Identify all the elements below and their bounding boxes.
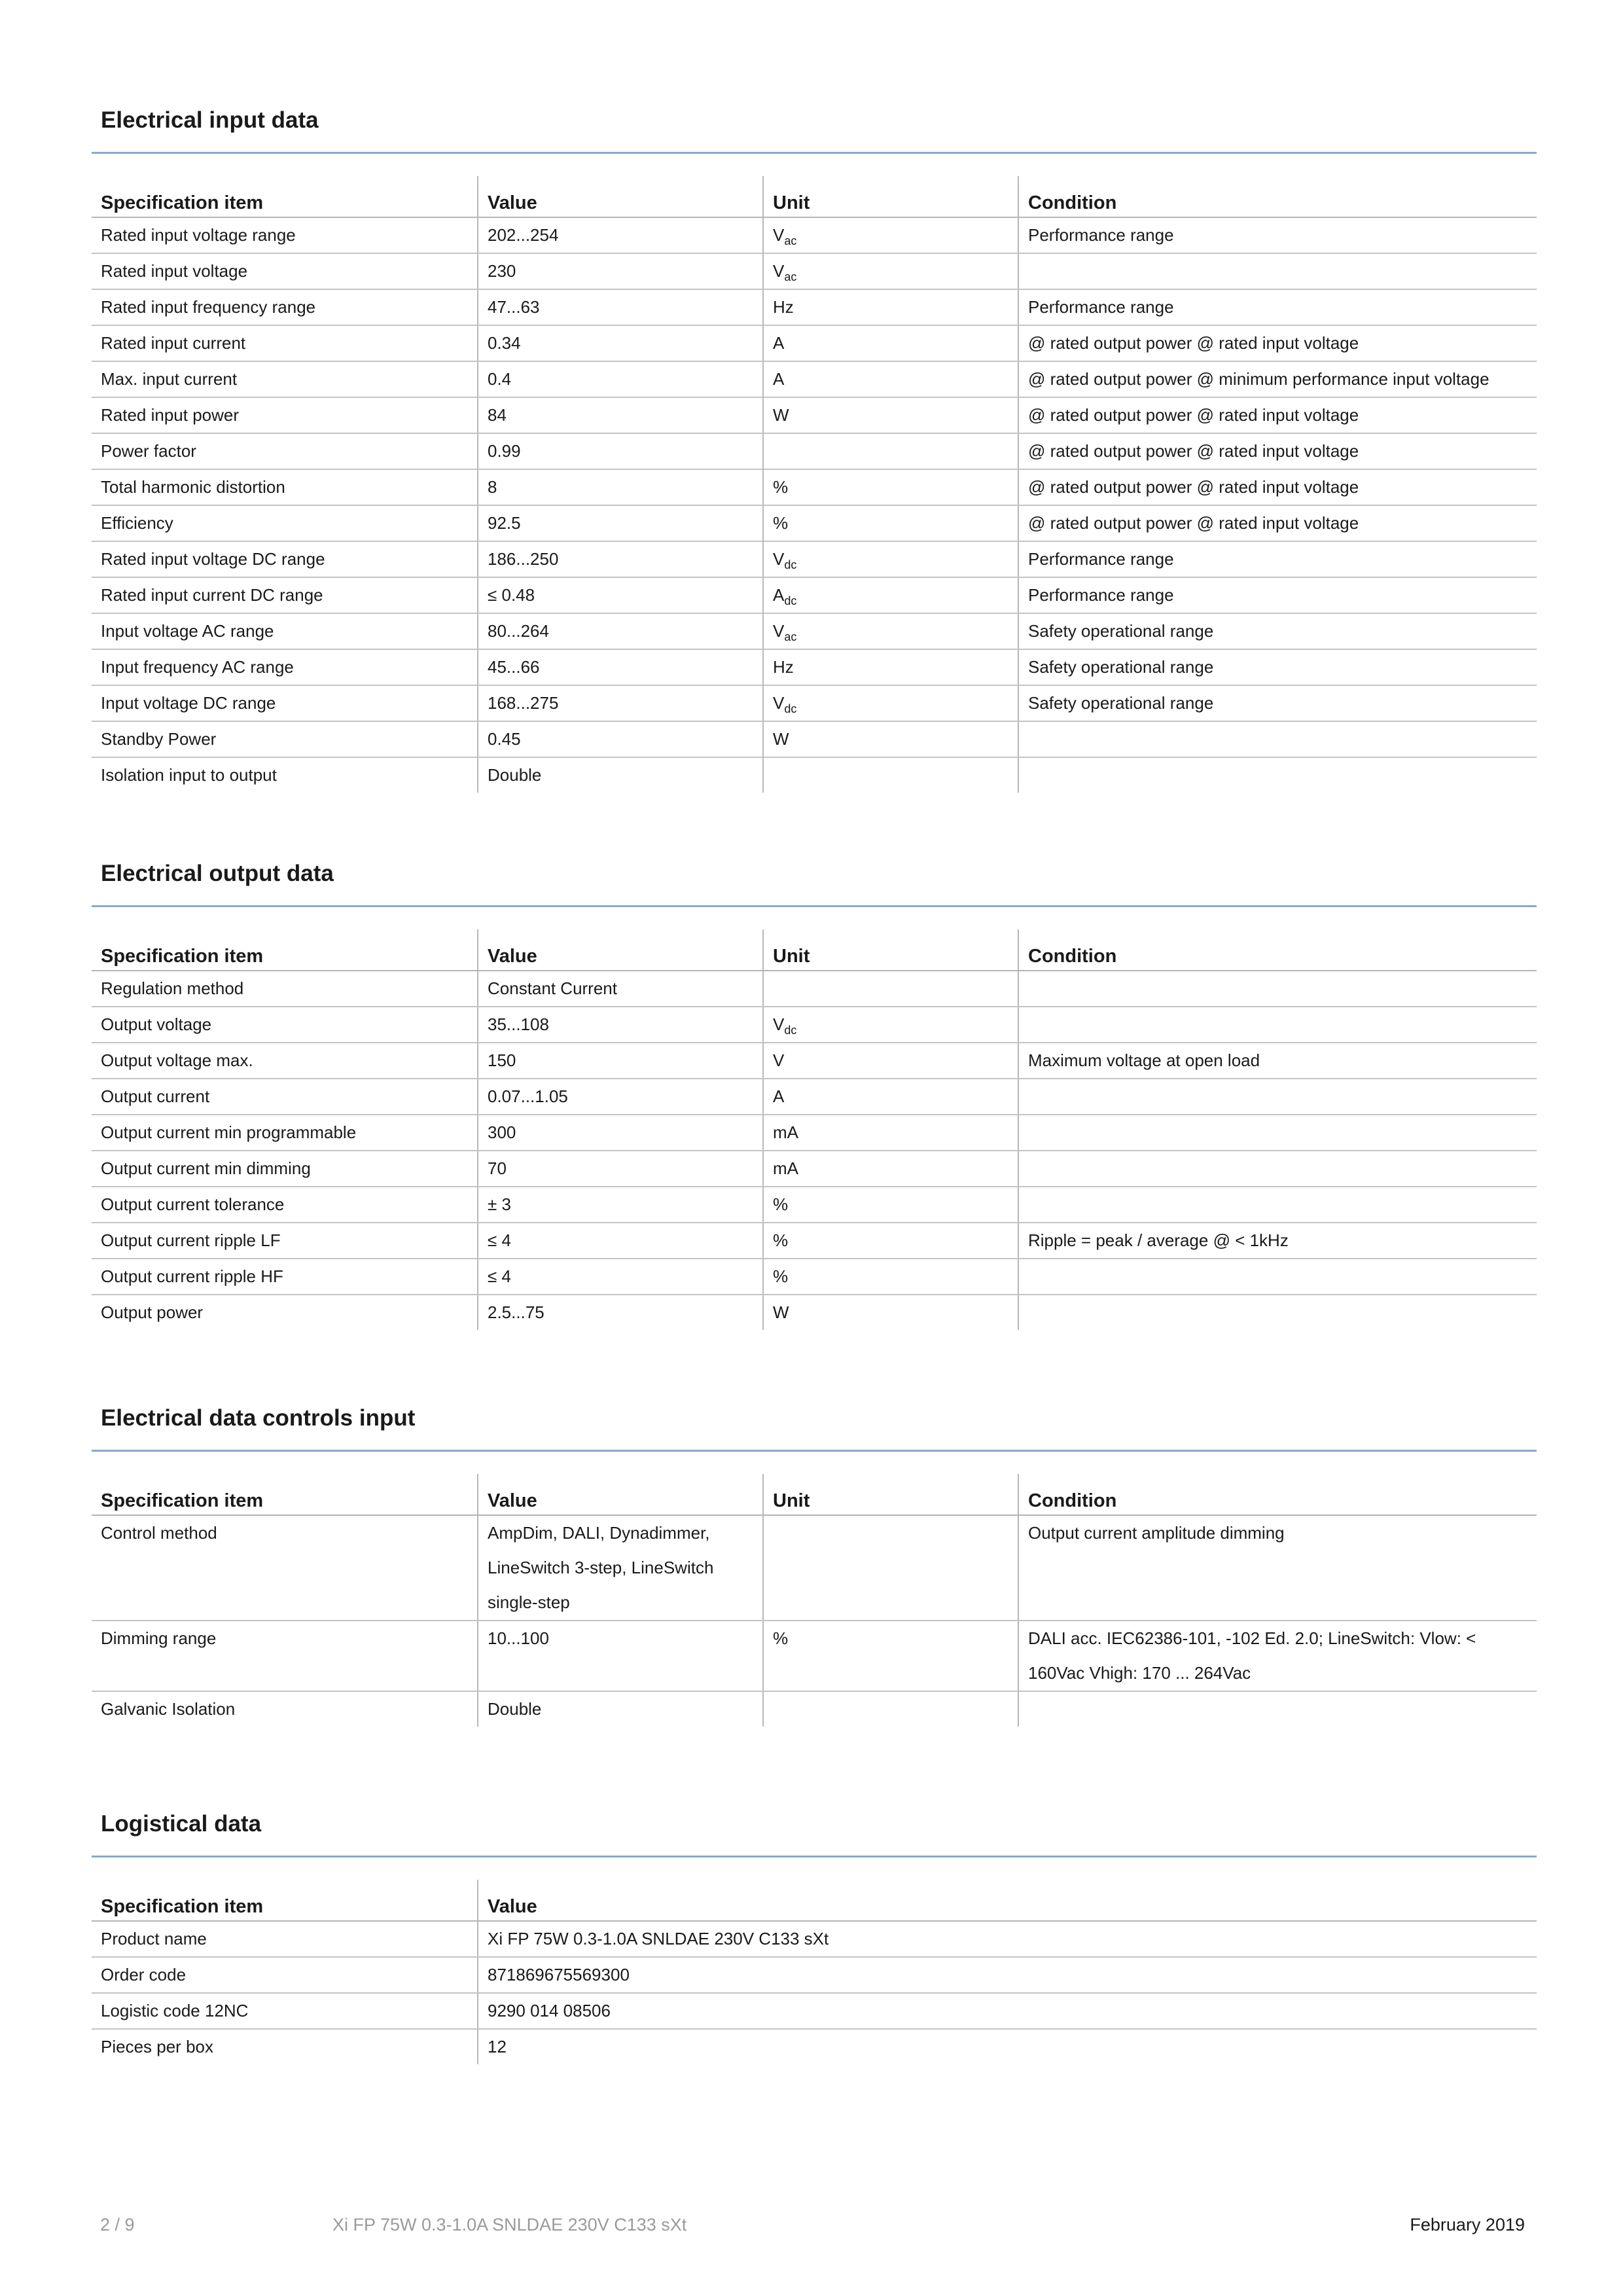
spec-item: Efficiency [92,505,478,541]
table-header-row [92,1474,1537,1515]
table-row [92,253,1537,289]
col-header-item: Specification item [92,1474,478,1515]
table-row [92,971,1537,1007]
spec-item: Output voltage max. [92,1043,478,1079]
spec-value: ≤ 4 [478,1223,763,1259]
spec-condition [1018,1115,1537,1151]
spec-value: 35...108 [478,1007,763,1043]
table-row [92,721,1537,757]
spec-item: Logistic code 12NC [92,1993,478,2029]
spec-item: Output current tolerance [92,1187,478,1223]
section-electrical-input [92,105,1537,793]
spec-unit [763,1295,1018,1330]
spec-value: 70 [478,1151,763,1187]
unit-symbol: mA [773,1122,798,1142]
table-row [92,1921,1537,1957]
table-body [92,1921,1537,2064]
spec-item: Input voltage DC range [92,685,478,721]
spec-item: Rated input frequency range [92,289,478,325]
spec-unit [763,649,1018,685]
spec-condition [1018,1691,1537,1727]
spec-condition: @ rated output power @ rated input voltage [1018,325,1537,361]
spec-value: 80...264 [478,613,763,649]
table-row [92,1295,1537,1330]
spec-unit [763,1691,1018,1727]
table-row [92,289,1537,325]
spec-unit [763,1187,1018,1223]
spec-item: Standby Power [92,721,478,757]
unit-symbol: A [773,369,785,389]
unit-subscript: ac [784,630,797,643]
spec-unit [763,1115,1018,1151]
section-controls-input [92,1403,1537,1727]
table-body [92,217,1537,793]
spec-unit [763,289,1018,325]
table-row [92,1691,1537,1727]
spec-condition: Performance range [1018,541,1537,577]
unit-subscript: dc [784,702,797,715]
spec-item: Output current min programmable [92,1115,478,1151]
table-row [92,505,1537,541]
spec-item: Output power [101,1302,204,1322]
spec-value: 9290 014 08506 [478,1993,1537,2029]
spec-unit [763,1079,1018,1115]
spec-unit [763,613,1018,649]
spec-value: 84 [478,397,763,433]
spec-condition: Safety operational range [1018,649,1537,685]
spec-value: 8 [478,469,763,505]
spec-value: 0.4 [478,361,763,397]
spec-condition [1018,721,1537,757]
table-row [92,2029,1537,2064]
spec-table [92,176,1537,793]
unit-subscript: dc [784,594,797,607]
spec-table [92,929,1537,1330]
spec-item: Power factor [92,433,478,469]
spec-item: Rated input power [92,397,478,433]
spec-unit [763,721,1018,757]
spec-unit [763,685,1018,721]
table-header-row [92,929,1537,971]
unit-symbol: V [773,261,785,281]
spec-unit [763,1043,1018,1079]
col-header-item: Specification item [92,1880,478,1921]
table-row [92,325,1537,361]
unit-symbol: V [773,693,785,713]
table-row [92,1043,1537,1079]
spec-condition [1018,1187,1537,1223]
unit-symbol: V [773,621,785,641]
spec-unit [763,217,1018,253]
spec-item: Pieces per box [101,2037,213,2056]
col-header-condition: Condition [1018,1474,1537,1515]
spec-value: 45...66 [478,649,763,685]
spec-value: 0.07...1.05 [478,1079,763,1115]
spec-item: Rated input current [92,325,478,361]
col-header-item: Specification item [92,929,478,971]
spec-value: ≤ 0.48 [478,577,763,613]
spec-item: Dimming range [92,1621,478,1691]
table-row [92,649,1537,685]
spec-condition [1018,1007,1537,1043]
spec-unit [763,1259,1018,1295]
spec-condition: @ rated output power @ minimum performance input voltage [1018,361,1537,397]
spec-condition: DALI acc. IEC62386-101, -102 Ed. 2.0; LineSwitch: Vlow: < 160Vac Vhigh: 170 ... 264Vac [1018,1621,1537,1691]
unit-symbol: % [773,1266,789,1286]
table-row [92,1007,1537,1043]
spec-value: 186...250 [478,541,763,577]
spec-value: 0.34 [478,325,763,361]
spec-condition [1018,1295,1537,1330]
table-row [92,541,1537,577]
spec-unit [763,757,1018,793]
spec-unit [763,1223,1018,1259]
spec-condition: @ rated output power @ rated input voltage [1018,433,1537,469]
table-row [92,577,1537,613]
spec-condition: @ rated output power @ rated input voltage [1018,397,1537,433]
section-divider [92,1856,1537,1857]
table-header-row [92,176,1537,217]
spec-item: Rated input current DC range [92,577,478,613]
spec-value: ≤ 4 [478,1259,763,1295]
spec-item: Rated input voltage DC range [92,541,478,577]
col-header-unit: Unit [763,929,1018,971]
spec-unit [763,397,1018,433]
table-row [92,757,1537,793]
col-header-unit: Unit [763,176,1018,217]
spec-condition [1018,971,1537,1007]
table-row [92,685,1537,721]
unit-symbol: mA [773,1158,798,1178]
spec-value: 12 [478,2029,1537,2064]
table-row [92,1259,1537,1295]
col-header-value: Value [478,176,763,217]
spec-item: Product name [92,1921,478,1957]
table-row [92,1187,1537,1223]
spec-condition: @ rated output power @ rated input voltage [1018,469,1537,505]
table-row [92,1957,1537,1993]
table-row [92,397,1537,433]
spec-unit [763,325,1018,361]
section-divider [92,1450,1537,1452]
footer-page-number: 2 / 9 [100,2215,135,2234]
spec-condition: Performance range [1018,577,1537,613]
table-header-row [92,1880,1537,1921]
spec-item: Input frequency AC range [92,649,478,685]
spec-item: Output current min dimming [92,1151,478,1187]
spec-condition: @ rated output power @ rated input voltage [1018,505,1537,541]
spec-value: Double [478,757,763,793]
spec-item: Rated input voltage [92,253,478,289]
spec-value: 300 [478,1115,763,1151]
spec-item: Rated input voltage range [92,217,478,253]
spec-item: Total harmonic distortion [92,469,478,505]
col-header-value: Value [478,1474,763,1515]
spec-unit [763,1151,1018,1187]
spec-value: Constant Current [478,971,763,1007]
spec-condition: Performance range [1018,289,1537,325]
spec-item: Regulation method [92,971,478,1007]
unit-symbol: % [773,1194,789,1214]
spec-condition [1018,1151,1537,1187]
unit-symbol: A [773,333,785,353]
section-divider [92,905,1537,907]
section-title: Electrical data controls input [101,1405,416,1431]
unit-symbol: V [773,225,785,245]
unit-subscript: dc [784,1024,797,1037]
spec-value: 168...275 [478,685,763,721]
section-electrical-output [92,858,1537,1330]
spec-value: 150 [478,1043,763,1079]
spec-value: 871869675569300 [478,1957,1537,1993]
unit-subscript: ac [784,234,797,247]
unit-symbol: W [773,1302,789,1322]
spec-unit [763,469,1018,505]
spec-value: AmpDim, DALI, Dynadimmer, LineSwitch 3-step, LineSwitch single-step [478,1515,763,1621]
unit-symbol: V [773,1014,785,1034]
spec-value: 92.5 [478,505,763,541]
spec-condition: Maximum voltage at open load [1018,1043,1537,1079]
spec-condition: Output current amplitude dimming [1018,1515,1537,1621]
col-header-value: Value [478,1880,1537,1921]
unit-symbol: A [773,585,785,605]
spec-value: 230 [478,253,763,289]
table-row [92,613,1537,649]
unit-symbol: V [773,1050,785,1070]
unit-symbol: Hz [773,657,794,677]
spec-value: ± 3 [478,1187,763,1223]
unit-symbol: % [773,477,789,497]
spec-unit [763,1621,1018,1691]
section-title: Electrical output data [101,861,334,886]
table-body [92,1515,1537,1727]
spec-unit [763,541,1018,577]
spec-value: 2.5...75 [478,1295,763,1330]
spec-item: Output current [92,1079,478,1115]
spec-value: 0.45 [478,721,763,757]
spec-unit [763,1515,1018,1621]
unit-subscript: ac [784,270,797,283]
table-row [92,217,1537,253]
section-divider [92,152,1537,154]
spec-condition [1018,253,1537,289]
unit-symbol: Hz [773,297,794,317]
unit-symbol: % [773,1230,789,1250]
unit-symbol: % [773,1628,789,1648]
spec-condition [1018,757,1537,793]
spec-value: 47...63 [478,289,763,325]
spec-condition: Performance range [1018,217,1537,253]
spec-item: Input voltage AC range [92,613,478,649]
spec-item: Galvanic Isolation [101,1699,236,1719]
footer-date: February 2019 [1410,2215,1525,2234]
section-title: Logistical data [101,1811,262,1837]
table-body [92,971,1537,1330]
spec-value: Double [478,1691,763,1727]
table-row [92,1115,1537,1151]
spec-item: Max. input current [92,361,478,397]
col-header-condition: Condition [1018,176,1537,217]
spec-condition: Safety operational range [1018,613,1537,649]
spec-value: 10...100 [478,1621,763,1691]
spec-item: Control method [92,1515,478,1621]
unit-symbol: % [773,513,789,533]
spec-value: 0.99 [478,433,763,469]
section-title: Electrical input data [101,107,319,133]
table-row [92,361,1537,397]
col-header-value: Value [478,929,763,971]
spec-condition [1018,1079,1537,1115]
spec-unit [763,253,1018,289]
table-row [92,1151,1537,1187]
table-row [92,1079,1537,1115]
col-header-unit: Unit [763,1474,1018,1515]
spec-condition: Ripple = peak / average @ < 1kHz [1018,1223,1537,1259]
spec-unit [763,361,1018,397]
spec-item: Output voltage [92,1007,478,1043]
table-row [92,1621,1537,1691]
spec-table [92,1880,1537,2064]
spec-unit [763,1007,1018,1043]
spec-item: Isolation input to output [101,765,277,785]
unit-symbol: A [773,1086,785,1106]
spec-item: Output current ripple LF [92,1223,478,1259]
col-header-condition: Condition [1018,929,1537,971]
spec-value: 202...254 [478,217,763,253]
table-row [92,433,1537,469]
unit-symbol: W [773,729,789,749]
spec-value: Xi FP 75W 0.3-1.0A SNLDAE 230V C133 sXt [478,1921,1537,1957]
table-row [92,1993,1537,2029]
spec-item: Order code [92,1957,478,1993]
spec-unit [763,577,1018,613]
spec-unit [763,433,1018,469]
spec-table [92,1474,1537,1727]
section-logistical [92,1808,1537,2064]
table-row [92,469,1537,505]
spec-condition: Safety operational range [1018,685,1537,721]
spec-item: Output current ripple HF [92,1259,478,1295]
unit-symbol: W [773,405,789,425]
spec-unit [763,971,1018,1007]
unit-symbol: V [773,549,785,569]
col-header-item: Specification item [92,176,478,217]
table-row [92,1515,1537,1621]
footer-product-name: Xi FP 75W 0.3-1.0A SNLDAE 230V C133 sXt [332,2215,687,2234]
spec-unit [763,505,1018,541]
spec-condition [1018,1259,1537,1295]
unit-subscript: dc [784,558,797,571]
table-row [92,1223,1537,1259]
